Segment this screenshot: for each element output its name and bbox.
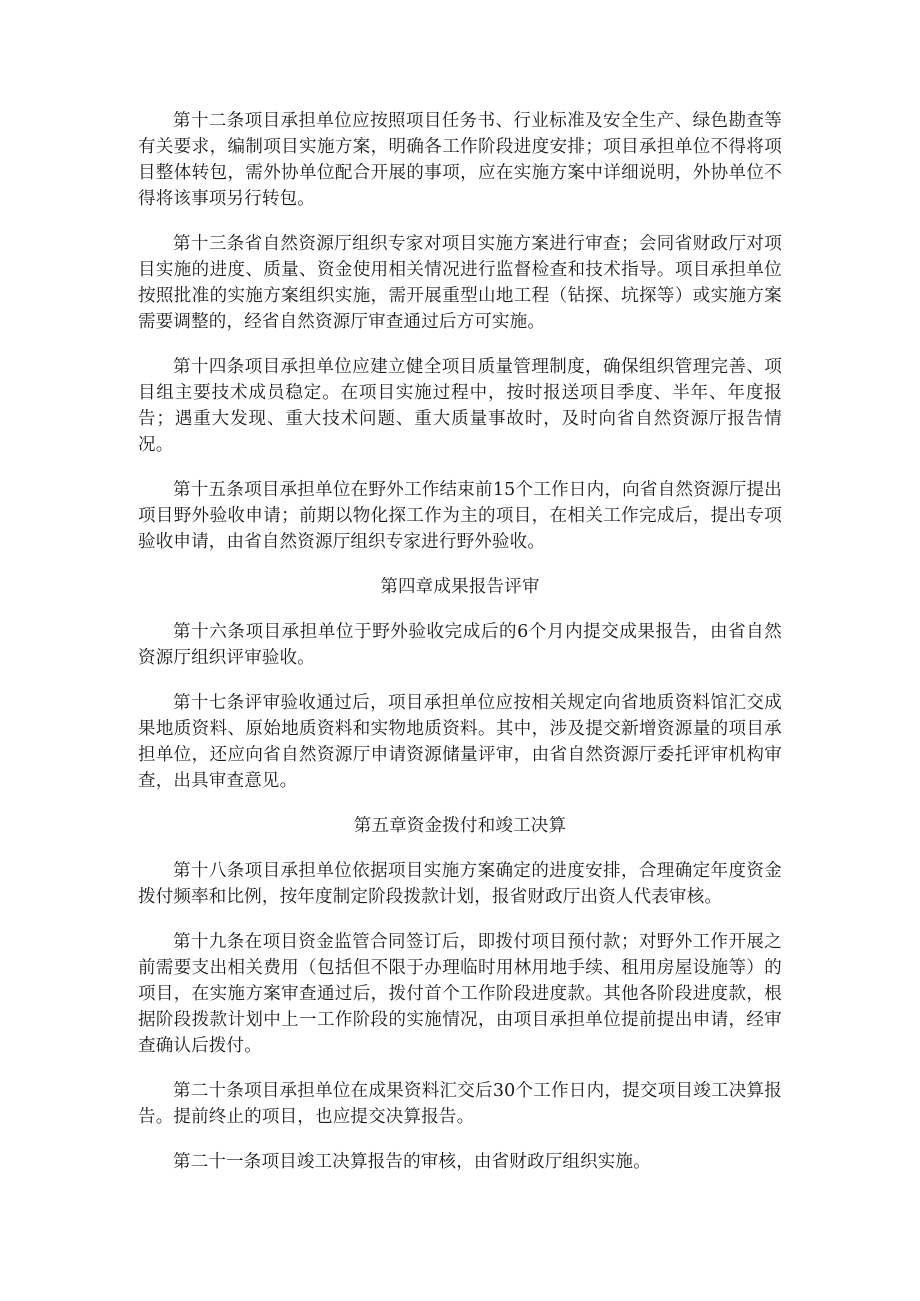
article-20: 第二十条项目承担单位在成果资料汇交后30个工作日内，提交项目竣工决算报告。提前终止的项目，也应提交决算报告。 xyxy=(138,1081,782,1127)
article-14: 第十四条项目承担单位应建立健全项目质量管理制度，确保组织管理完善、项目组主要技术成员稳定。在项目实施过程中，按时报送项目季度、半年、年度报告；遇重大发现、重大技术问题、重大质量事故时，及时向省自然资源厅报告情况。 xyxy=(138,357,782,455)
chapter-5-heading: 第五章资金拨付和竣工决算 xyxy=(353,816,567,836)
article-18: 第十八条项目承担单位依据项目实施方案确定的进度安排，合理确定年度资金拨付频率和比例，按年度制定阶段拨款计划，报省财政厅出资人代表审核。 xyxy=(138,861,782,907)
article-13: 第十三条省自然资源厅组织专家对项目实施方案进行审查；会同省财政厅对项目实施的进度、质量、资金使用相关情况进行监督检查和技术指导。项目承担单位按照批准的实施方案组织实施，需开展重型山地工程（钻探、坑探等）或实施方案需要调整的，经省自然资源厅审查通过后方可实施。 xyxy=(138,234,782,332)
chapter-4-heading: 第四章成果报告评审 xyxy=(380,577,540,597)
article-19: 第十九条在项目资金监管合同签订后，即拨付项目预付款；对野外工作开展之前需要支出相关费用（包括但不限于办理临时用林用地手续、租用房屋设施等）的项目，在实施方案审查通过后，拨付首个工作阶段进度款。其他各阶段进度款，根据阶段拨款计划中上一工作阶段的实施情况，由项目承担单位提前提出申请，经审查确认后拨付。 xyxy=(138,932,782,1056)
article-15: 第十五条项目承担单位在野外工作结束前15个工作日内，向省自然资源厅提出项目野外验收申请；前期以物化探工作为主的项目，在相关工作完成后，提出专项验收申请，由省自然资源厅组织专家进行野外验收。 xyxy=(138,480,782,552)
article-21: 第二十一条项目竣工决算报告的审核，由省财政厅组织实施。 xyxy=(173,1152,651,1172)
article-12: 第十二条项目承担单位应按照项目任务书、行业标准及安全生产、绿色勘查等有关要求，编制项目实施方案，明确各工作阶段进度安排；项目承担单位不得将项目整体转包，需外协单位配合开展的事项，应在实施方案中详细说明，外协单位不得将该事项另行转包。 xyxy=(138,111,782,209)
article-17: 第十七条评审验收通过后，项目承担单位应按相关规定向省地质资料馆汇交成果地质资料、原始地质资料和实物地质资料。其中，涉及提交新增资源量的项目承担单位，还应向省自然资源厅申请资源储量评审，由省自然资源厅委托评审机构审查，出具审查意见。 xyxy=(138,693,782,791)
article-16: 第十六条项目承担单位于野外验收完成后的6个月内提交成果报告，由省自然资源厅组织评审验收。 xyxy=(138,622,782,668)
